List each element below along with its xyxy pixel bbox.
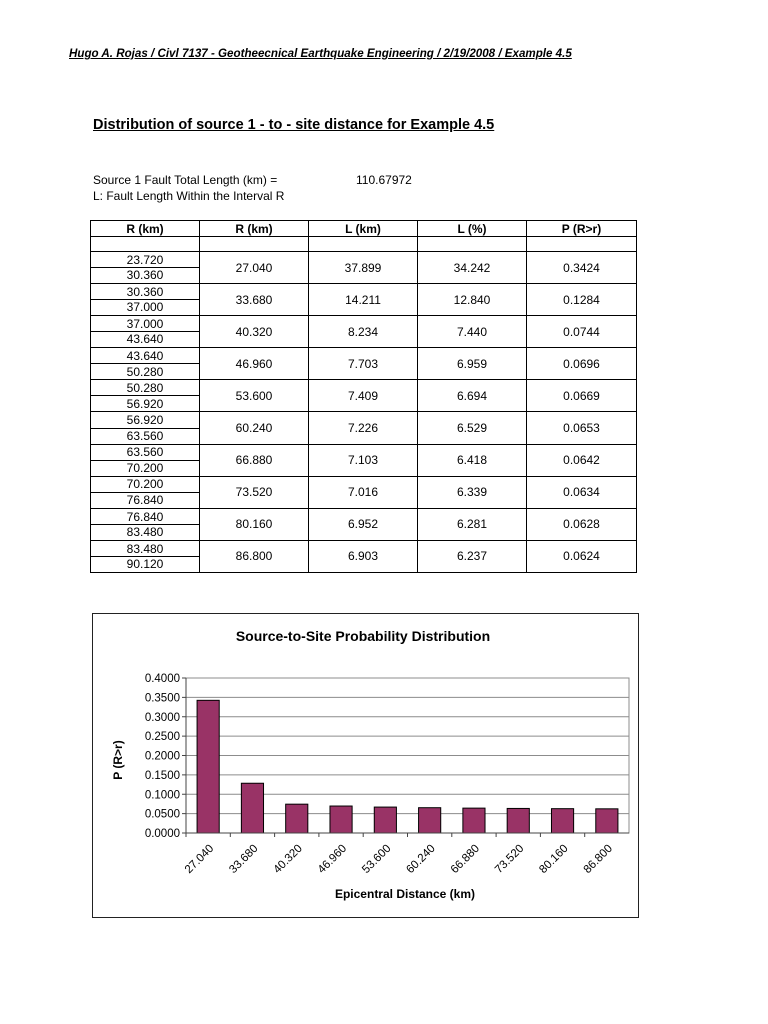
x-tick-label: 73.520 xyxy=(493,842,527,877)
y-axis-label: P (R>r) xyxy=(111,740,125,780)
x-tick-label: 86.800 xyxy=(581,842,615,877)
distance-cell: 46.960 xyxy=(200,348,309,380)
distance-range-cell xyxy=(91,380,200,412)
length-pct-cell: 6.959 xyxy=(418,348,527,380)
bar xyxy=(551,809,573,833)
table-row xyxy=(91,284,637,316)
probability-cell: 0.0642 xyxy=(527,444,637,476)
length-pct-cell: 6.529 xyxy=(418,412,527,444)
length-km-cell: 7.409 xyxy=(309,380,418,412)
table-row xyxy=(91,252,637,284)
probability-cell: 0.0624 xyxy=(527,540,637,572)
y-tick-label: 0.1500 xyxy=(144,769,180,782)
range-high: 83.480 xyxy=(126,525,164,540)
range-low: 37.000 xyxy=(91,317,199,333)
x-tick-label: 40.320 xyxy=(271,842,305,877)
chart-area xyxy=(92,613,639,918)
range-high: 43.640 xyxy=(126,332,164,347)
range-high: 90.120 xyxy=(126,557,164,572)
range-high: 30.360 xyxy=(126,268,164,283)
length-pct-cell: 6.694 xyxy=(418,380,527,412)
probability-cell: 0.0696 xyxy=(527,348,637,380)
length-pct-cell: 6.237 xyxy=(418,540,527,572)
length-pct-cell: 7.440 xyxy=(418,316,527,348)
fault-length-definition: L: Fault Length Within the Interval R xyxy=(93,189,285,203)
x-axis-label: Epicentral Distance (km) xyxy=(334,887,476,901)
range-low: 30.360 xyxy=(91,285,199,301)
distance-table xyxy=(90,220,637,573)
y-tick-label: 0.0000 xyxy=(144,828,180,840)
length-km-cell: 7.103 xyxy=(309,444,418,476)
distance-range-cell xyxy=(91,476,200,508)
column-header: P (R>r) xyxy=(527,221,637,237)
range-high: 50.280 xyxy=(126,364,164,379)
distance-cell: 86.800 xyxy=(200,540,309,572)
table-row xyxy=(91,444,637,476)
distance-range-cell xyxy=(91,540,200,572)
distance-cell: 60.240 xyxy=(200,412,309,444)
range-high: 70.200 xyxy=(126,460,164,475)
range-low: 83.480 xyxy=(91,541,199,557)
x-tick-label: 27.040 xyxy=(182,842,217,877)
probability-cell: 0.0669 xyxy=(527,380,637,412)
x-tick-label: 60.240 xyxy=(404,842,438,877)
total-length-label: Source 1 Fault Total Length (km) = xyxy=(93,173,278,187)
table-row xyxy=(91,348,637,380)
table-blank-row xyxy=(91,237,637,252)
x-tick-label: 66.880 xyxy=(448,842,483,877)
y-tick-label: 0.3500 xyxy=(144,692,180,705)
probability-cell: 0.0653 xyxy=(527,412,637,444)
bar xyxy=(286,804,308,833)
column-header: L (%) xyxy=(418,221,527,237)
chart-title: Source-to-Site Probability Distribution xyxy=(235,628,491,644)
range-low: 76.840 xyxy=(91,509,199,525)
table-row xyxy=(91,316,637,348)
probability-cell: 0.3424 xyxy=(527,252,637,284)
x-tick-label: 80.160 xyxy=(537,842,571,877)
bar-chart xyxy=(93,614,638,917)
length-pct-cell: 6.339 xyxy=(418,476,527,508)
distance-range-cell xyxy=(91,444,200,476)
range-low: 43.640 xyxy=(91,349,199,365)
distance-cell: 53.600 xyxy=(200,380,309,412)
length-km-cell: 7.016 xyxy=(309,476,418,508)
distance-cell: 40.320 xyxy=(200,316,309,348)
column-header: L (km) xyxy=(309,221,418,237)
length-km-cell: 7.226 xyxy=(309,412,418,444)
table-header-row xyxy=(91,221,637,237)
distance-cell: 66.880 xyxy=(200,444,309,476)
bar xyxy=(507,808,529,833)
bar xyxy=(330,806,352,833)
probability-cell: 0.0628 xyxy=(527,508,637,540)
distance-range-cell xyxy=(91,252,200,284)
bar xyxy=(419,808,441,833)
page-title: Distribution of source 1 - to - site distance for Example 4.5 xyxy=(93,117,495,133)
column-header: R (km) xyxy=(200,221,309,237)
probability-cell: 0.0634 xyxy=(527,476,637,508)
table-row xyxy=(91,380,637,412)
length-km-cell: 6.952 xyxy=(309,508,418,540)
x-tick-label: 46.960 xyxy=(315,842,350,877)
distance-range-cell xyxy=(91,316,200,348)
distance-cell: 27.040 xyxy=(200,252,309,284)
y-tick-label: 0.3000 xyxy=(144,711,180,724)
length-pct-cell: 34.242 xyxy=(418,252,527,284)
length-pct-cell: 6.418 xyxy=(418,444,527,476)
range-high: 56.920 xyxy=(126,396,164,411)
distance-cell: 73.520 xyxy=(200,476,309,508)
range-high: 63.560 xyxy=(126,428,164,443)
distance-range-cell xyxy=(91,284,200,316)
probability-cell: 0.1284 xyxy=(527,284,637,316)
table-row xyxy=(91,540,637,572)
probability-cell: 0.0744 xyxy=(527,316,637,348)
range-low: 70.200 xyxy=(91,477,199,493)
distance-cell: 80.160 xyxy=(200,508,309,540)
distance-range-cell xyxy=(91,508,200,540)
y-tick-label: 0.4000 xyxy=(144,673,180,685)
bar xyxy=(596,809,618,833)
table-row xyxy=(91,412,637,444)
bar xyxy=(374,807,396,833)
length-km-cell: 37.899 xyxy=(309,252,418,284)
range-low: 50.280 xyxy=(91,381,199,397)
y-tick-label: 0.2500 xyxy=(144,731,180,744)
range-low: 63.560 xyxy=(91,445,199,461)
x-tick-label: 33.680 xyxy=(227,842,261,877)
range-low: 56.920 xyxy=(91,413,199,429)
bar xyxy=(197,700,219,833)
bar xyxy=(241,783,263,833)
document-header: Hugo A. Rojas / Civl 7137 - Geotheecnical Earthquake Engineering / 2/19/2008 / Example 4.5 xyxy=(69,47,572,60)
distance-range-cell xyxy=(91,348,200,380)
length-km-cell: 7.703 xyxy=(309,348,418,380)
table-row xyxy=(91,508,637,540)
length-pct-cell: 6.281 xyxy=(418,508,527,540)
length-km-cell: 6.903 xyxy=(309,540,418,572)
length-pct-cell: 12.840 xyxy=(418,284,527,316)
range-low: 23.720 xyxy=(91,253,199,269)
length-km-cell: 14.211 xyxy=(309,284,418,316)
bar xyxy=(463,808,485,833)
column-header: R (km) xyxy=(91,221,200,237)
distance-cell: 33.680 xyxy=(200,284,309,316)
length-km-cell: 8.234 xyxy=(309,316,418,348)
range-high: 37.000 xyxy=(126,300,164,315)
distance-range-cell xyxy=(91,412,200,444)
total-length-value: 110.67972 xyxy=(356,173,412,187)
range-high: 76.840 xyxy=(126,492,164,507)
y-tick-label: 0.0500 xyxy=(144,808,180,821)
x-tick-label: 53.600 xyxy=(360,842,394,877)
y-tick-label: 0.1000 xyxy=(144,789,180,802)
y-tick-label: 0.2000 xyxy=(144,750,180,763)
table-row xyxy=(91,476,637,508)
